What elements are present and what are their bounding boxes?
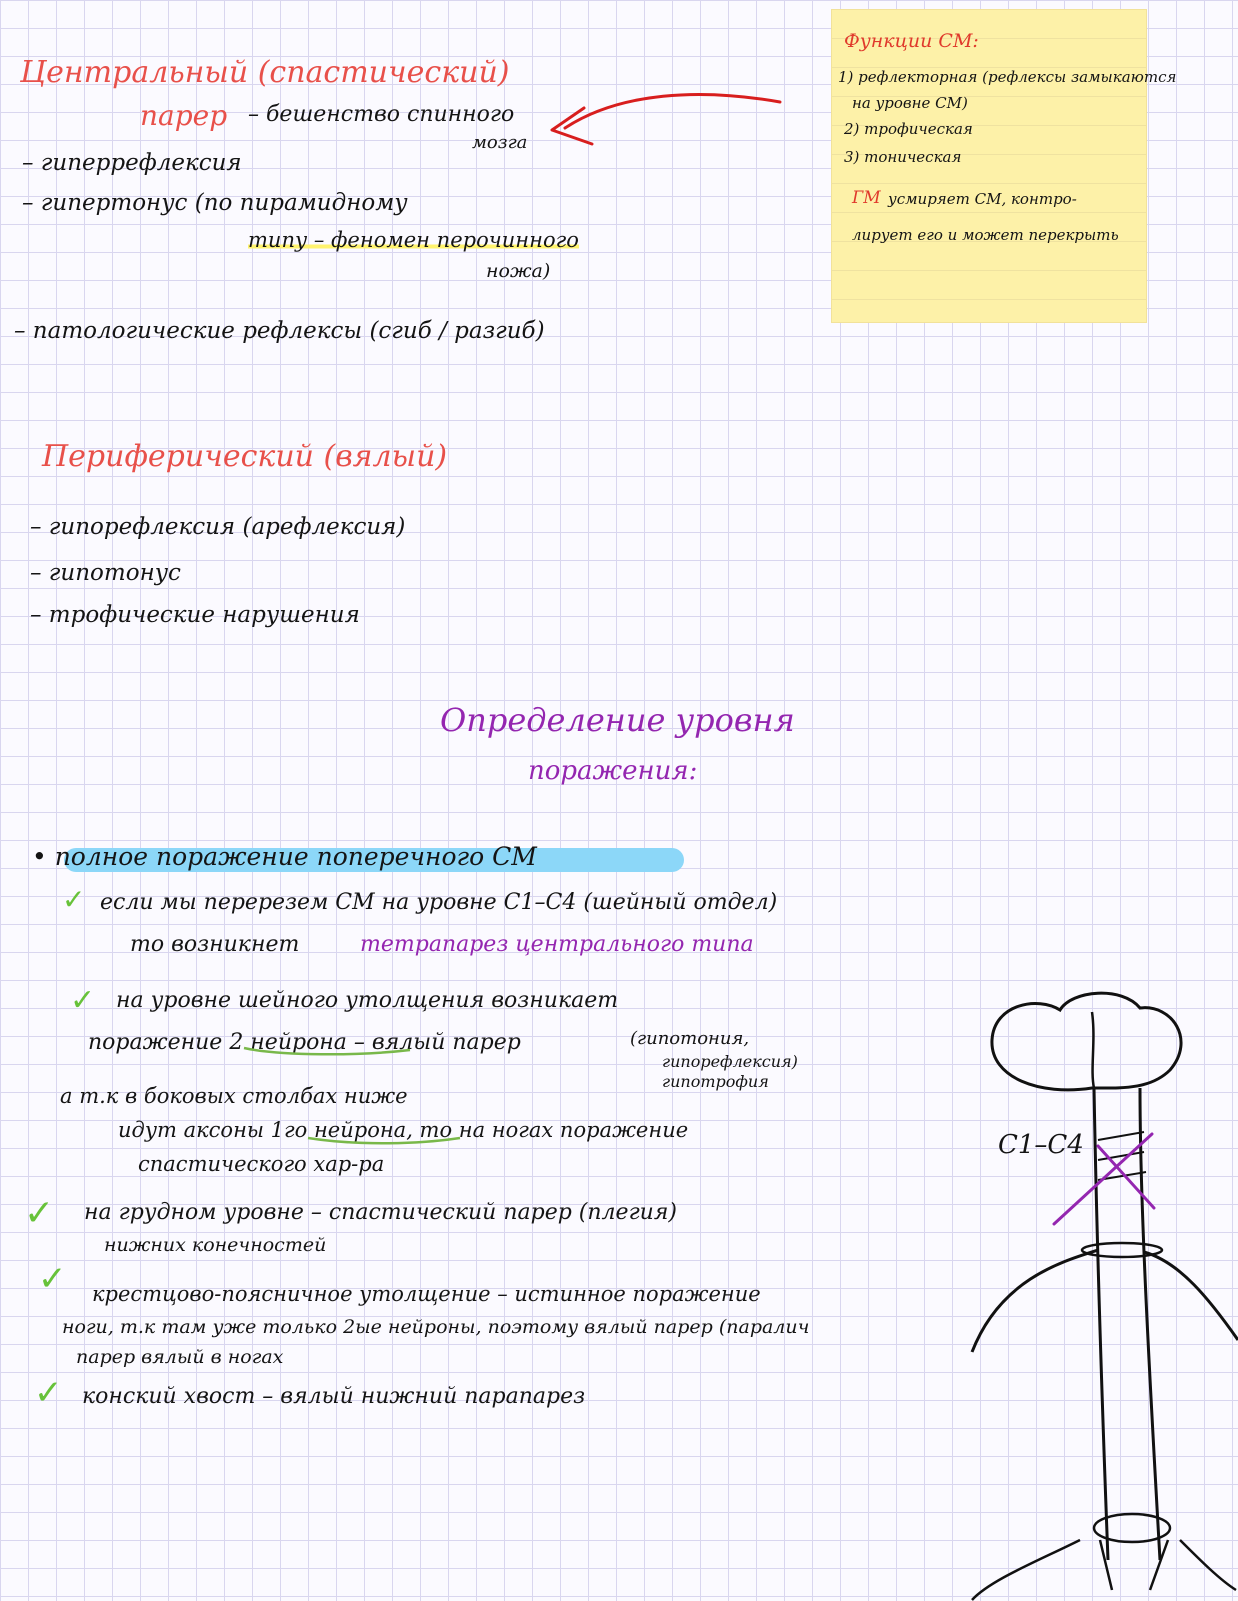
check-icon: ✓	[38, 1259, 67, 1299]
note-line: конский хвост – вялый нижний парапарез	[82, 1384, 586, 1409]
peripheral-item: – гипотонус	[30, 560, 181, 586]
note-line: ноги, т.к там уже только 2ые нейроны, поэтому вялый пареp (паралич	[62, 1316, 810, 1338]
note-line: спастического хар-ра	[138, 1152, 385, 1176]
note-line: гипорефлексия)	[662, 1052, 798, 1071]
note-line: если мы перерезем СМ на уровне С1–С4 (шейный отдел)	[100, 890, 778, 915]
section-title-2: поражения:	[528, 756, 698, 786]
central-title: Центральный (спастический)	[20, 55, 510, 90]
central-dash-text: – бешенство спинного	[248, 102, 515, 127]
central-item: типу – феномен перочинного	[248, 228, 579, 252]
note-line: идут аксоны 1го нейрона, то на ногах поражение	[118, 1118, 689, 1142]
central-title-paresis: пареp	[140, 99, 228, 132]
sticky-item: 1) рефлекторная (рефлексы замыкаются	[838, 68, 1177, 86]
central-dash-text-2: мозга	[472, 132, 528, 153]
peripheral-title: Периферический (вялый)	[42, 439, 448, 474]
central-item: – гипертонус (по пирамидному	[22, 190, 408, 216]
sticky-item: 2) трофическая	[844, 120, 973, 138]
note-line: а т.к в боковых столбах ниже	[60, 1084, 408, 1108]
note-line: пареp вялый в ногах	[76, 1346, 284, 1368]
sticky-title: Функции СМ:	[844, 30, 979, 52]
section-title: Определение уровня	[440, 701, 795, 739]
note-line-purple: тетрапарез центрального типа	[360, 932, 754, 957]
check-icon: ✓	[70, 983, 96, 1018]
note-line: (гипотония,	[630, 1028, 750, 1049]
note-line: гипотрофия	[662, 1072, 769, 1091]
central-item: ножа)	[486, 260, 551, 282]
red-arrowhead-icon	[552, 108, 592, 144]
central-item: – патологические рефлексы (сгиб / разгиб)	[14, 318, 545, 344]
bullet-heading: • полное поражение поперечного СМ	[32, 842, 537, 871]
peripheral-item: – трофические нарушения	[30, 602, 360, 628]
sticky-gm-label: ГМ	[852, 188, 881, 208]
lesion-cross-icon	[1054, 1134, 1154, 1224]
note-line: крестцово-поясничное утолщение – истинное поражение	[92, 1282, 761, 1306]
note-line: нижних конечностей	[104, 1234, 327, 1256]
note-line: то возникнет	[130, 932, 300, 957]
red-arrow-icon	[565, 95, 780, 128]
central-item: – гиперрефлексия	[22, 150, 242, 176]
c1-c4-label: С1–С4	[998, 1130, 1084, 1160]
check-icon: ✓	[24, 1193, 55, 1234]
sticky-item: на уровне СМ)	[852, 94, 968, 112]
sticky-gm-text: усмиряет СМ, контро-	[888, 190, 1077, 208]
note-line: поражение 2 нейрона – вялый пареp	[88, 1030, 521, 1055]
sticky-item: 3) тоническая	[844, 148, 962, 166]
sticky-gm-text: лирует его и может перекрыть	[852, 226, 1119, 244]
note-line: на грудном уровне – спастический пареp (плегия)	[84, 1200, 678, 1225]
brain-icon	[992, 993, 1181, 1090]
check-icon: ✓	[62, 883, 86, 916]
note-line: на уровне шейного утолщения возникает	[116, 988, 619, 1013]
check-icon: ✓	[34, 1373, 63, 1413]
peripheral-item: – гипорефлексия (арефлексия)	[30, 514, 406, 540]
